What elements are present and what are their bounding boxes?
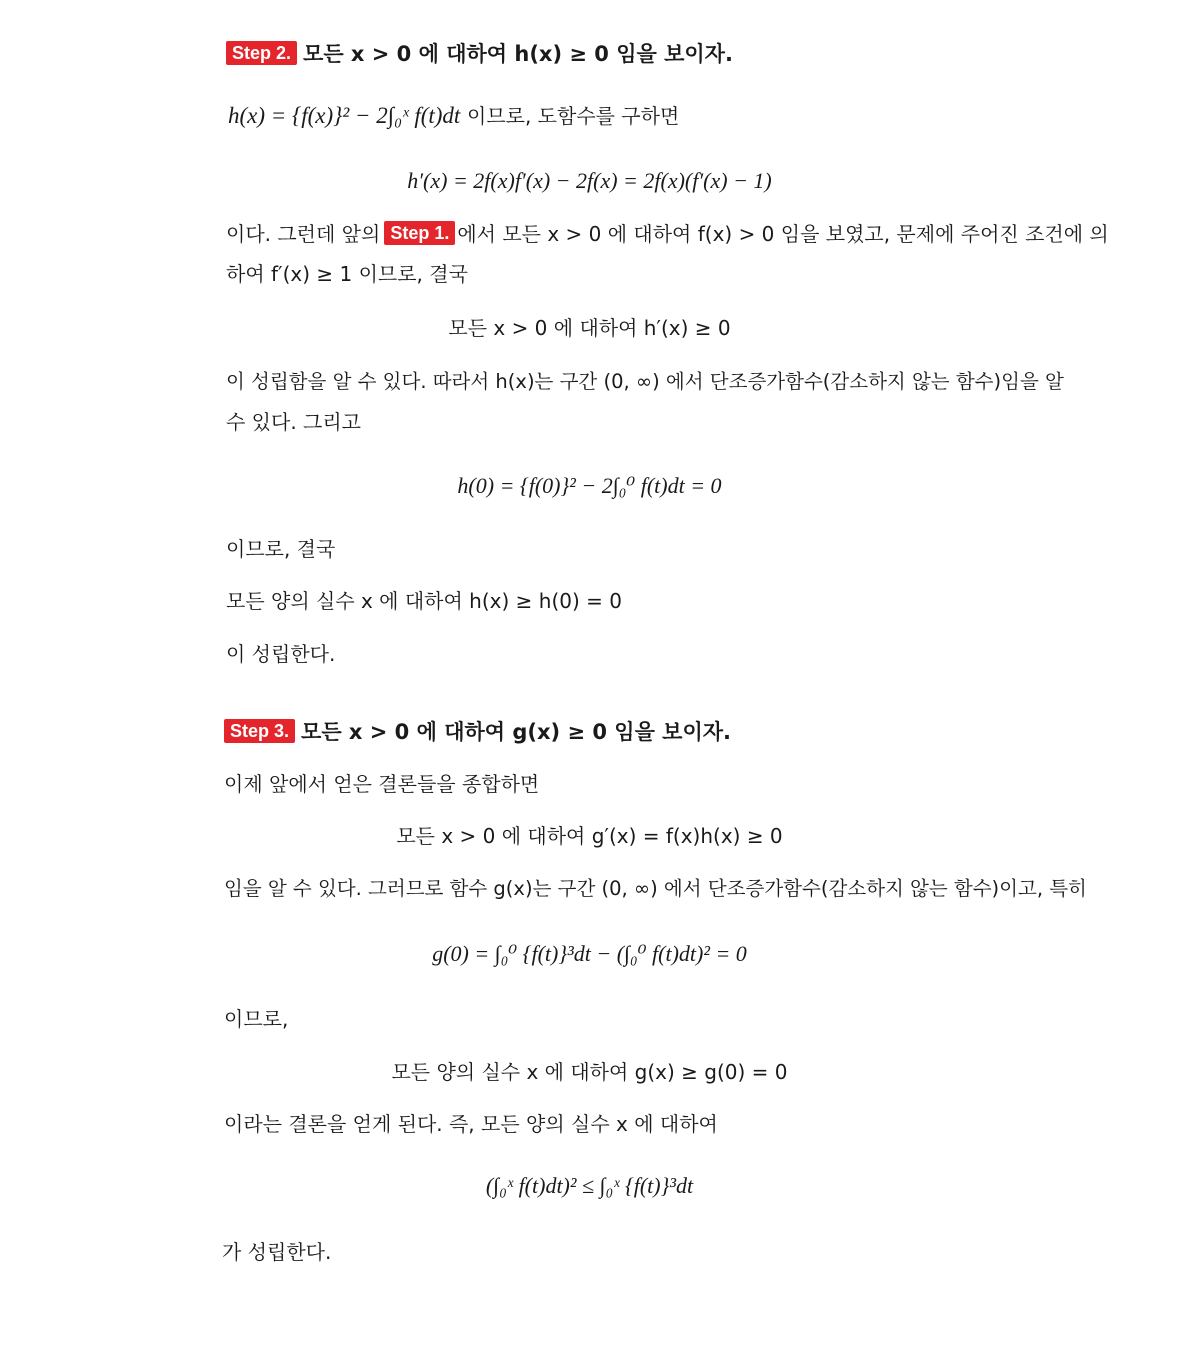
step3-para3: 이므로,	[224, 1007, 289, 1031]
step2-para1-post: 에서 모든 x > 0 에 대하여 f(x) > 0 임을 보였고, 문제에 주어진 조건에 의	[457, 222, 1109, 246]
step3-heading	[224, 718, 731, 746]
step3-eq3: 모든 양의 실수 x 에 대하여 g(x) ≥ g(0) = 0	[391, 1060, 788, 1084]
step2-para1	[226, 220, 1109, 248]
step2-line1	[228, 102, 679, 130]
step2-line1-text: 이므로, 도함수를 구하면	[467, 104, 680, 128]
step3-para4: 이라는 결론을 얻게 된다. 즉, 모든 양의 실수 x 에 대하여	[224, 1112, 718, 1136]
step1-inline-badge: Step 1.	[384, 221, 455, 245]
step3-eq4: (∫₀ˣ f(t)dt)² ≤ ∫₀ˣ {f(t)}³dt	[485, 1173, 694, 1198]
step3-title: 모든 x > 0 에 대하여 g(x) ≥ 0 임을 보이자.	[301, 720, 731, 744]
step2-eq3: h(0) = {f(0)}² − 2∫₀⁰ f(t)dt = 0	[457, 473, 722, 498]
step2-heading	[226, 40, 733, 68]
step2-para5: 이 성립한다.	[226, 642, 336, 666]
step2-para2-line1: 이 성립함을 알 수 있다. 따라서 h(x)는 구간 (0, ∞) 에서 단조증가함수(감소하지 않는 함수)임을 알	[226, 370, 1064, 393]
step2-eq1: h′(x) = 2f(x)f′(x) − 2f(x) = 2f(x)(f′(x) − 1)	[407, 168, 772, 193]
step2-title: 모든 x > 0 에 대하여 h(x) ≥ 0 임을 보이자.	[303, 42, 733, 66]
step2-para1-line2: 하여 f′(x) ≥ 1 이므로, 결국	[226, 262, 468, 286]
step2-para3: 이므로, 결국	[226, 537, 336, 561]
step3-eq1: 모든 x > 0 에 대하여 g′(x) = f(x)h(x) ≥ 0	[396, 824, 783, 848]
step2-para2-line2: 수 있다. 그리고	[226, 410, 361, 434]
step3-eq2: g(0) = ∫₀⁰ {f(t)}³dt − (∫₀⁰ f(t)dt)² = 0	[432, 941, 747, 966]
step2-para4: 모든 양의 실수 x 에 대하여 h(x) ≥ h(0) = 0	[226, 589, 622, 613]
step3-para2: 임을 알 수 있다. 그러므로 함수 g(x)는 구간 (0, ∞) 에서 단조증가함수(감소하지 않는 함수)이고, 특히	[224, 877, 1087, 900]
step3-para1: 이제 앞에서 얻은 결론들을 종합하면	[224, 772, 540, 796]
step3-para5: 가 성립한다.	[222, 1240, 332, 1264]
step3-badge: Step 3.	[224, 719, 295, 743]
step2-badge: Step 2.	[226, 41, 297, 65]
step2-para1-pre: 이다. 그런데 앞의	[226, 222, 381, 246]
step2-eq2: 모든 x > 0 에 대하여 h′(x) ≥ 0	[448, 316, 731, 340]
h-definition: h(x) = {f(x)}² − 2∫₀ˣ f(t)dt	[228, 103, 461, 128]
